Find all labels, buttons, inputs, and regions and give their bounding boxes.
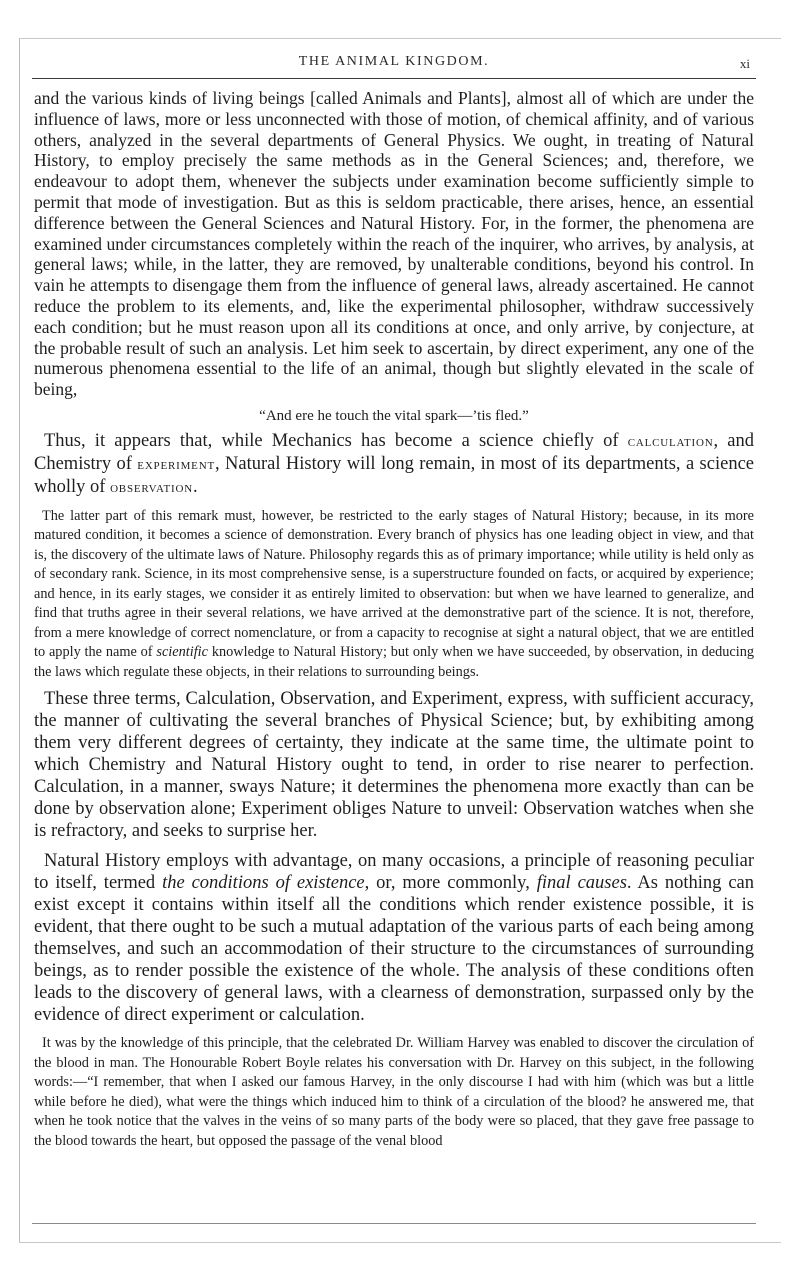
note-paragraph-demonstration [34, 507, 754, 683]
term-observation: observation [110, 478, 193, 496]
text-run: Thus, it appears that, while Mechanics has become a science chiefly of [44, 430, 628, 451]
text-run: The latter part of this remark must, however, be restricted to the early stages of Natural History; because, in its more matured condition, it becomes a science of demonstration. Every branch of physics has one leading object in view, and that is, the discovery of the ultimate laws of Nature. Philosophy regards this as of primary importance; while utility is held only as of secondary rank. Science, in its most comprehensive sense, is a superstructure founded on facts, or acquired by experience; and hence, in its early stages, we consider it as entirely limited to observation: but when we have learned to generalize, and find that truths agree in their several relations, we have arrived at the demonstrative part of the science. It is not, therefore, from a mere knowledge of correct nomenclature, or from a capacity to recognise at sight a natural object, that we are entitled to apply the name of [34, 507, 754, 661]
term-experiment: experiment [137, 455, 215, 473]
bottom-rule [32, 1223, 756, 1224]
verse-quote: “And ere he touch the vital spark—’tis fled.” [259, 407, 529, 424]
paragraph-continued: and the various kinds of living beings [called Animals and Plants], almost all of which are under the influence of laws, more or less unconnected with those of motion, of chemical affinity, and of various others, analyzed in the several departments of General Physics. We ought, in treating of Natural History, to employ precisely the same methods as in the General Sciences; and, therefore, we endeavour to adopt them, whenever the subjects under examination become sufficiently simple to permit that mode of investigation. But as this is seldom practicable, there arises, hence, an essential difference between the General Sciences and Natural History. For, in the former, the phenomena are examined under circumstances completely within the reach of the inquirer, who arrives, by analysis, at general laws; while, in the latter, they are removed, by unalterable conditions, beyond his control. In vain he attempts to disengage them from the influence of general laws, already ascertained. He cannot reduce the problem to its elements, and, like the experimental philosopher, withdraw successively each condition; but he must reason upon all its conditions at once, and only arrive, by conjecture, at the probable result of such an analysis. Let him seek to ascertain, by direct experiment, any one of the numerous phenomena essential to the life of an animal, though but slightly elevated in the scale of being, [34, 88, 754, 400]
text-run: , and Chemistry of [34, 430, 754, 474]
text-run: , Natural History will long remain, in most of its departments, a science wholly of [34, 453, 754, 497]
page-header [32, 52, 756, 79]
text-run: knowledge to Natural History; but only when we have succeeded, by observation, in deducing the laws which regulate these objects, in their relations to surrounding beings. [34, 644, 754, 680]
text-run: Natural History employs with advantage, on many occasions, a principle of reasoning peculiar to itself, termed [34, 851, 754, 894]
emphasis-final-causes: final causes [536, 873, 627, 894]
page-number: xi [739, 56, 750, 71]
note-paragraph-harvey: It was by the knowledge of this principle, that the celebrated Dr. William Harvey was enabled to discover the circulation of the blood in man. The Honourable Robert Boyle relates his conversation with Dr. Harvey on this subject, in the following words:—“I remember, that when I asked our famous Harvey, in the only discourse I had with him (which was but a little while before he died), what were the things which induced him to think of a circulation of the blood? he answered me, that when he took notice that the valves in the veins of so many parts of the body were so placed, that they gave free passage to the blood towards the heart, but opposed the passage of the venal blood [34, 1035, 754, 1149]
text-run: . As nothing can exist except it contains within itself all the conditions which render existence possible, it is evident, that there ought to be such a mutual adaptation of the various parts of each being among themselves, and such an accommodation of their structure to the circumstances of surrounding beings, as to render possible the existence of the whole. The analysis of these conditions often leads to the discovery of general laws, with a clearness of demonstration, surpassed only by the evidence of direct experiment or calculation. [34, 873, 754, 1026]
term-calculation: calculation [627, 432, 714, 450]
text-run: . [192, 476, 198, 497]
running-head: THE ANIMAL KINGDOM. [298, 54, 490, 69]
emphasis-conditions: the conditions of existence [162, 873, 365, 894]
paragraph-three-terms: These three terms, Calculation, Observation, and Experiment, express, with sufficient accuracy, the manner of cultivating the several branches of Physical Science; but, by exhibiting among them very different degrees of certainty, they indicate at the same time, the ultimate point to which Chemistry and Natural History ought to tend, in order to rise nearer to perfection. Calculation, in a manner, sways Nature; it determines the phenomena more exactly than can be done by observation alone; Experiment obliges Nature to unveil: Observation watches when she is refractory, and seeks to surprise her. [34, 689, 754, 842]
paragraph-final-causes [34, 850, 754, 1026]
page-body [34, 88, 754, 1157]
text-run: , or, more commonly, [364, 873, 537, 894]
emphasis-scientific: scientific [156, 644, 209, 661]
paragraph-sciences [34, 430, 754, 499]
